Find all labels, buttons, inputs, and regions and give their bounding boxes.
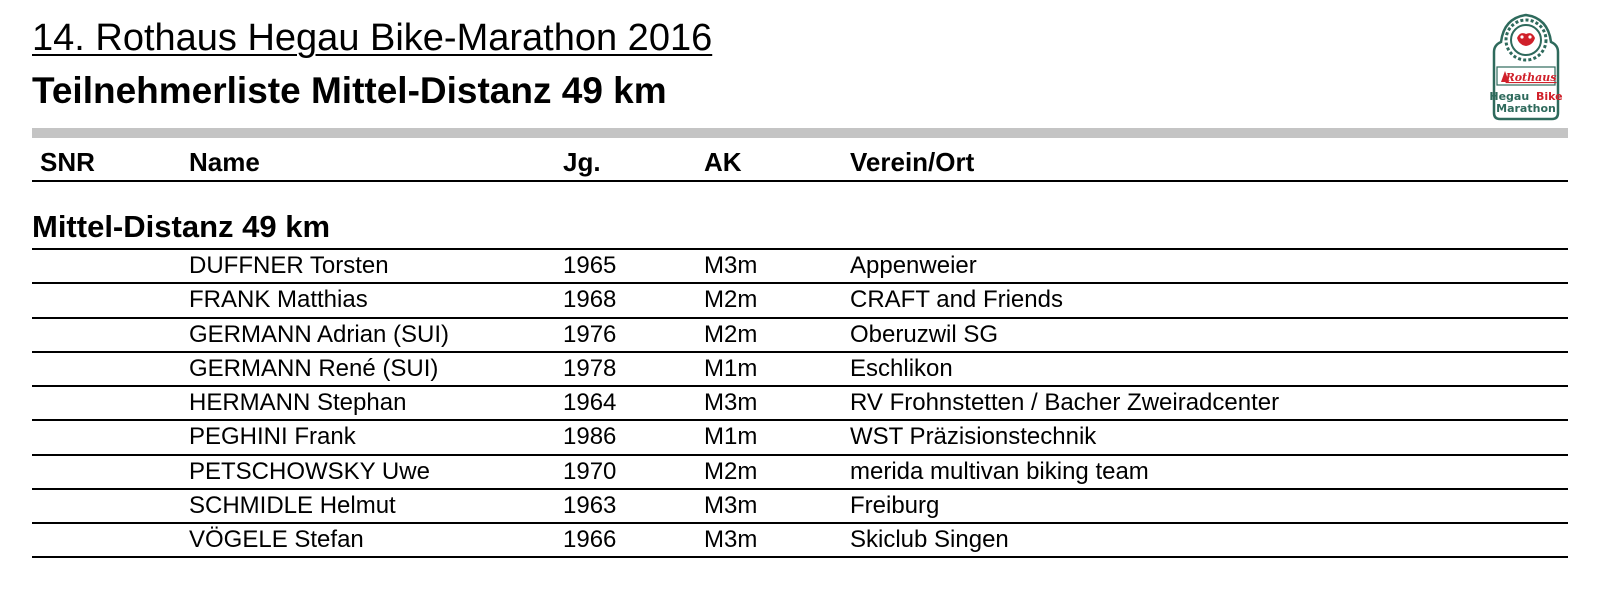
cell-name: VÖGELE Stefan — [189, 526, 364, 553]
cell-name: SCHMIDLE Helmut — [189, 491, 396, 519]
logo-brand: Rothaus — [1505, 71, 1557, 84]
title-separator-bar — [32, 128, 1568, 138]
cell-name: FRANK Matthias — [189, 286, 368, 314]
logo-word-bike: Bike — [1536, 90, 1563, 103]
cell-club: RV Frohnstetten / Bacher Zweiradcenter — [850, 389, 1280, 416]
participant-table — [32, 250, 1568, 558]
cell-age-class: M3m — [704, 491, 758, 519]
column-header-snr: SNR — [40, 147, 95, 177]
cell-name: PEGHINI Frank — [189, 423, 356, 451]
header-divider — [32, 180, 1568, 182]
table-row — [32, 524, 1568, 558]
cell-birth-year: 1963 — [563, 491, 617, 519]
cell-birth-year: 1970 — [563, 457, 617, 485]
logo-word-hegau: Hegau — [1489, 90, 1530, 103]
cell-club: Skiclub Singen — [850, 526, 1009, 553]
cell-birth-year: 1966 — [563, 526, 617, 553]
table-row — [32, 353, 1568, 387]
cell-club: CRAFT and Friends — [850, 286, 1063, 314]
section-heading: Mittel-Distanz 49 km — [32, 209, 331, 244]
cell-age-class: M3m — [704, 389, 758, 416]
table-row — [32, 456, 1568, 490]
cell-age-class: M2m — [704, 286, 758, 314]
rothaus-hegau-bike-marathon-logo — [1484, 12, 1568, 122]
cell-name: GERMANN Adrian (SUI) — [189, 320, 450, 348]
cell-birth-year: 1965 — [563, 252, 617, 279]
table-row — [32, 250, 1568, 284]
cell-birth-year: 1986 — [563, 423, 617, 451]
cell-birth-year: 1968 — [563, 286, 617, 314]
column-header-jg: Jg. — [563, 147, 601, 177]
table-row — [32, 387, 1568, 421]
cell-club: Eschlikon — [850, 354, 953, 382]
cell-birth-year: 1978 — [563, 354, 617, 382]
cell-birth-year: 1964 — [563, 389, 617, 416]
cell-age-class: M3m — [704, 526, 758, 553]
column-header-ak: AK — [704, 147, 742, 177]
cell-age-class: M1m — [704, 354, 758, 382]
cell-age-class: M2m — [704, 320, 758, 348]
cell-name: DUFFNER Torsten — [189, 252, 389, 279]
cell-age-class: M1m — [704, 423, 758, 451]
logo-word-marathon: Marathon — [1496, 102, 1556, 115]
cell-birth-year: 1976 — [563, 320, 617, 348]
cell-name: GERMANN René (SUI) — [189, 354, 439, 382]
cell-club: merida multivan biking team — [850, 457, 1149, 485]
cell-name: HERMANN Stephan — [189, 389, 407, 416]
cell-club: WST Präzisionstechnik — [850, 423, 1097, 451]
logo-gear-icon — [1506, 20, 1546, 60]
cell-club: Oberuzwil SG — [850, 320, 999, 348]
cell-age-class: M2m — [704, 457, 758, 485]
cell-name: PETSCHOWSKY Uwe — [189, 457, 430, 485]
table-row — [32, 319, 1568, 353]
table-row — [32, 421, 1568, 455]
cell-club: Freiburg — [850, 491, 940, 519]
event-title: 14. Rothaus Hegau Bike-Marathon 2016 — [32, 17, 713, 59]
table-row — [32, 490, 1568, 524]
column-header-name: Name — [189, 147, 260, 177]
list-title: Teilnehmerliste Mittel-Distanz 49 km — [32, 70, 667, 111]
column-header-club: Verein/Ort — [850, 147, 975, 177]
cell-age-class: M3m — [704, 252, 758, 279]
table-row — [32, 284, 1568, 318]
cell-club: Appenweier — [850, 252, 977, 279]
